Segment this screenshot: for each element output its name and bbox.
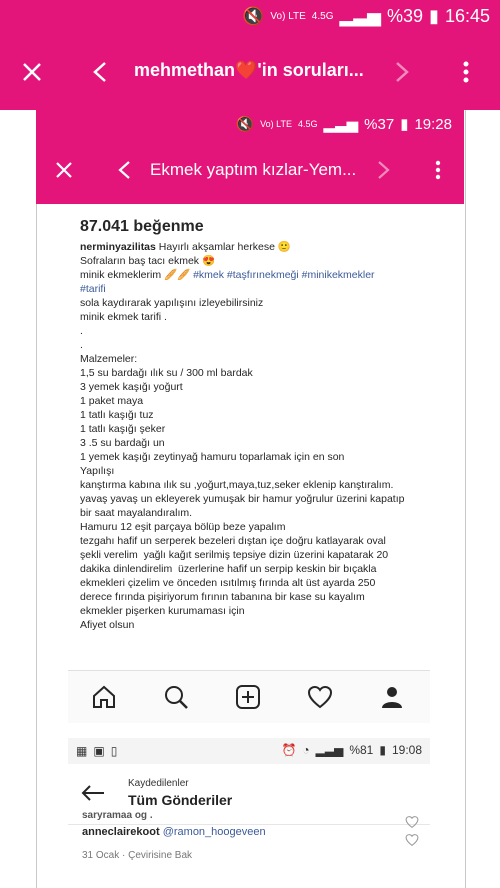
inner-forward-chevron-icon[interactable] — [372, 158, 396, 182]
shot2-status-bar — [68, 738, 430, 764]
inner-mute-icon: 🔇 — [235, 116, 255, 133]
hashtags[interactable]: #kmek #taşfırınekmeği #minikekmekler — [193, 269, 375, 281]
signal-bars-icon: ▂▃▅ — [339, 6, 382, 26]
comment-truncated: saryramaa og . — [82, 810, 153, 821]
inner-back-chevron-icon[interactable] — [112, 158, 136, 182]
caption-line: şekli verelim yağlı kağıt serilmiş tepsiye dizin üzerini kapatarak 20 — [80, 549, 389, 561]
caption-line: derece fırında pişiriyorum fırının tabanına bir kase su kayalım — [80, 591, 365, 603]
inner-signal-bars-icon: ▂▃▅ — [323, 116, 359, 133]
comment-username[interactable]: anneclairekoot — [82, 826, 160, 838]
close-icon[interactable] — [18, 58, 46, 86]
caption-line: sola kaydırarak yapılışını izleyebilirsiniz — [80, 297, 264, 309]
instagram-post-caption — [80, 220, 440, 632]
status-right — [242, 6, 490, 27]
likes-count: 87.041 beğenme — [80, 218, 204, 235]
inner-signal-text: Vo) LTE — [260, 119, 293, 129]
caption-line: Hamuru 12 eşit parçaya bölüp beze yapalım — [80, 521, 286, 533]
caption-line: Yapılışı — [80, 465, 115, 477]
app-bar — [0, 34, 500, 110]
mute-icon: 🔇 — [241, 6, 265, 26]
back-chevron-icon[interactable] — [86, 58, 114, 86]
caption-line: bir saat mayalandıralım. — [80, 507, 193, 519]
caption-line: ekmekler pişerken kurumaması için — [80, 605, 245, 617]
trash-icon: ▯ — [110, 744, 118, 758]
comment-mention[interactable]: @ramon_hoogeveen — [162, 826, 266, 838]
caption-line: yavaş yavaş un ekleyerek yumuşak bir hamur yoğrulur üzerini kapatıp — [80, 493, 405, 505]
app-title: mehmethan❤️'in soruları... — [134, 60, 364, 80]
instagram-bottom-nav — [68, 670, 430, 723]
caption-line: 1 paket maya — [80, 395, 144, 407]
caption-line: 1 tatlı kaşığı şeker — [80, 423, 166, 435]
heart-icon[interactable] — [306, 683, 334, 711]
inner-app-bar — [36, 138, 464, 204]
inner-net-text: 4.5G — [298, 119, 318, 129]
shot2-status-time: 19:08 — [391, 743, 422, 757]
back-arrow-icon[interactable] — [78, 778, 108, 808]
inner-battery-percent: %37 — [364, 115, 395, 133]
caption-line: tezgahı hafif un serperek bezeleri dıştan içe doğru katlayarak oval — [80, 535, 386, 547]
caption-line: kanştırma kabına ılık su ,yoğurt,maya,tuz,seker eklenip kanştıralım. — [80, 479, 394, 491]
comment-line — [82, 826, 266, 838]
profile-icon[interactable] — [378, 683, 406, 711]
wifi-icon: ◔ — [302, 743, 310, 757]
signal-text: Vo) LTE — [270, 11, 306, 22]
caption-line: 3 yemek kaşığı yoğurt — [80, 381, 183, 393]
caption-line: 3 .5 su bardağı un — [80, 437, 165, 449]
caption-line: 1 tatlı kaşığı tuz — [80, 409, 154, 421]
battery-percent: %39 — [387, 6, 424, 26]
saved-title-small: Kaydedilenler — [128, 778, 189, 789]
home-icon[interactable] — [90, 683, 118, 711]
shot2-battery-percent: %81 — [349, 743, 374, 757]
forward-chevron-icon[interactable] — [388, 58, 416, 86]
inner-status-time: 19:28 — [414, 115, 452, 133]
caption-line-1: nerminyazilitas Hayırlı akşamlar herkese 🙂 — [80, 241, 291, 253]
caption-line: . — [80, 339, 83, 351]
image-icon: ▣ — [93, 744, 105, 758]
comment-meta: 31 Ocak · Çevirisine Bak — [82, 850, 193, 861]
caption-line[interactable]: #tarifi — [80, 283, 106, 295]
caption-line: 1,5 su bardağı ılık su / 300 ml bardak — [80, 367, 253, 379]
comment-like-icon-2[interactable] — [402, 830, 422, 850]
net-text: 4.5G — [311, 11, 334, 22]
status-time: 16:45 — [444, 6, 490, 26]
status-bar — [0, 0, 500, 34]
caption-line: Afiyet olsun — [80, 619, 135, 631]
inner-status-bar — [36, 110, 464, 138]
saved-title-big: Tüm Gönderiler — [128, 792, 233, 808]
alarm-icon: ⏰ — [281, 743, 297, 757]
caption-line: Sofraların baş tacı ekmek 😍 — [80, 255, 216, 267]
comment-like-icon[interactable] — [402, 812, 422, 832]
photo-icon: ▦ — [76, 744, 88, 758]
caption-line: Malzemeler: — [80, 353, 138, 365]
add-post-icon[interactable] — [234, 683, 262, 711]
caption-line: . — [80, 325, 83, 337]
inner-close-icon[interactable] — [52, 158, 76, 182]
post-username[interactable]: nerminyazilitas — [80, 241, 156, 253]
inner-battery-icon: ▮ — [400, 116, 409, 133]
caption-line: dakika dinlendirelim üzerlerine hafif un serpip keskin bir bıçakla — [80, 563, 377, 575]
caption-line: minik ekmeklerim 🥖🥖 #kmek #taşfırınekmeği #minikekmekler — [80, 269, 375, 281]
search-icon[interactable] — [162, 683, 190, 711]
inner-more-vert-icon[interactable] — [426, 158, 450, 182]
caption-line: minik ekmek tarifi . — [80, 311, 167, 323]
more-vert-icon[interactable] — [452, 58, 480, 86]
caption-line: ekmekleri çizelim ve önceden ısıtılmış fırında alt üst ayarda 250 — [80, 577, 376, 589]
inner-app-title: Ekmek yaptım kızlar-Yem... — [150, 160, 357, 179]
caption-line: 1 yemek kaşığı zeytinyağ hamuru toparlamak için en son — [80, 451, 345, 463]
battery-icon: ▮ — [429, 6, 439, 26]
shot2-signal-bars-icon: ▂▃▅ — [315, 743, 344, 757]
second-screenshot — [68, 738, 430, 888]
shot2-battery-icon: ▮ — [379, 743, 386, 757]
